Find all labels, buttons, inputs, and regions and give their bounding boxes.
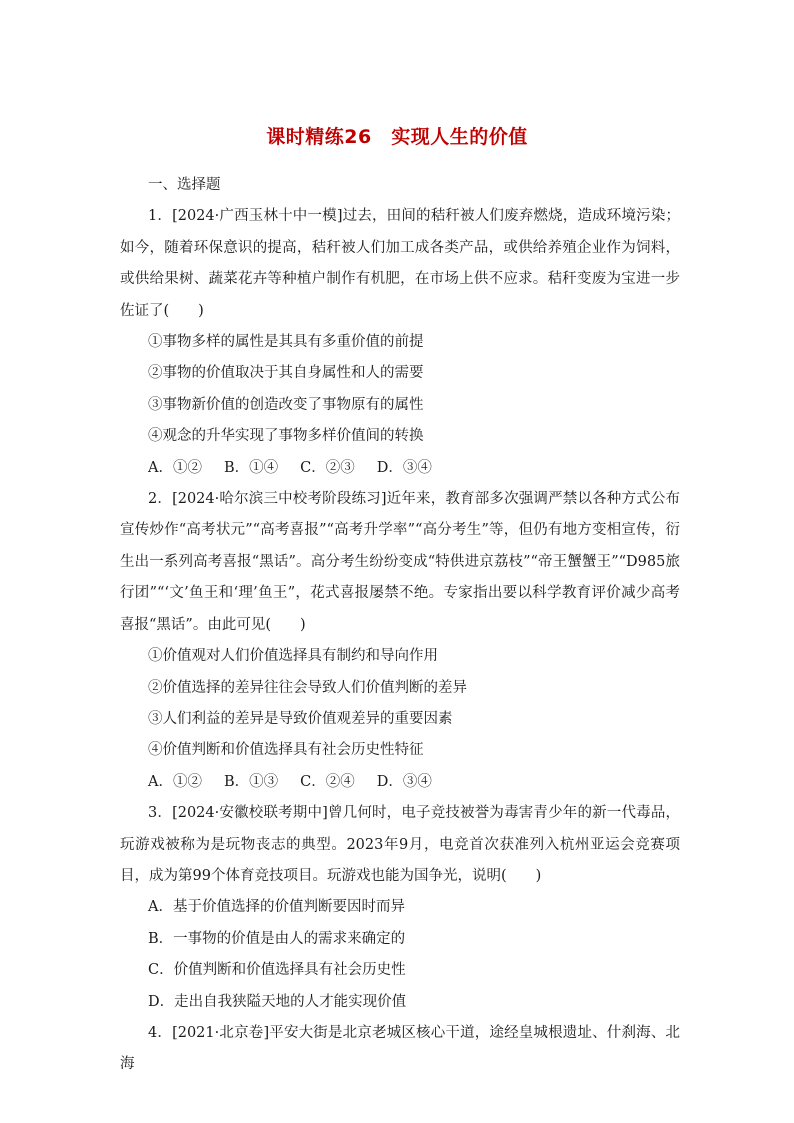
statement-option: ②事物的价值取决于其自身属性和人的需要 [148,365,424,382]
choice-option: B．一事物的价值是由人的需求来确定的 [148,930,406,947]
question-4 [120,1018,680,1081]
choice-b: B．①④ [223,459,279,476]
statement-option: ②价值选择的差异往往会导致人们价值判断的差异 [148,679,467,696]
statement-option: ③人们利益的差异是导致价值观差异的重要因素 [148,710,453,727]
question-stem: 3．[2024·安徽校联考期中]曾几何时，电子竞技被誉为毒害青少年的新一代毒品，玩游戏被称为是玩物丧志的典型。2023年9月，电竞首次获准列入杭州亚运会竞赛项目，成为第99个体育竞技项目。玩游戏也能为国争光，说明( ) [120,805,680,884]
question-stem: 2．[2024·哈尔滨三中校考阶段练习]近年来，教育部多次强调严禁以各种方式公布宣传炒作“高考状元”“高考喜报”“高考升学率”“高分考生”等，但仍有地方变相宣传，衍生出一系列高考喜报“黑话”。高分考生纷纷变成“特供进京荔枝”“帝王蟹蟹王”“D985旅行团”“‘文’鱼王和‘理’鱼王”，花式喜报屡禁不绝。专家指出要以科学教育评价减少高考喜报“黑话”。由此可见( ) [120,491,680,633]
choice-option: C．价值判断和价值选择具有社会历史性 [148,962,406,979]
statement-option: ①事物多样的属性是其具有多重价值的前提 [148,334,424,351]
section-heading: 一、选择题 [148,177,221,193]
statement-option: ④价值判断和价值选择具有社会历史性特征 [148,742,424,759]
question-stem: 4．[2021·北京卷]平安大街是北京老城区核心干道，途经皇城根遗址、什刹海、北海 [120,1024,680,1073]
question-2 [120,484,680,798]
choice-option: A．基于价值选择的价值判断要因时而异 [148,899,405,916]
choice-c: C．②④ [300,773,355,790]
choice-a: A．①② [148,459,202,476]
answer-choices [120,767,680,798]
statement-option: ③事物新价值的创造改变了事物原有的属性 [148,396,424,413]
answer-choices [120,453,680,484]
document-content [120,170,680,1081]
choice-c: C．②③ [300,459,355,476]
question-1 [120,201,680,484]
page-title: 课时精练26 实现人生的价值 [266,126,528,148]
choice-b: B．①③ [223,773,279,790]
statement-option: ①价值观对人们价值选择具有制约和导向作用 [148,648,438,665]
question-stem: 1．[2024·广西玉林十中一模]过去，田间的秸秆被人们废弃燃烧，造成环境污染；如今，随着环保意识的提高，秸秆被人们加工成各类产品，或供给养殖企业作为饲料，或供给果树、蔬菜花卉等种植户制作有机肥，在市场上供不应求。秸秆变废为宝进一步佐证了( ) [120,208,680,319]
statement-option: ④观念的升华实现了事物多样价值间的转换 [148,428,424,445]
choice-a: A．①② [148,773,202,790]
choice-d: D．③④ [376,459,432,476]
choice-d: D．③④ [376,773,432,790]
choice-option: D．走出自我狭隘天地的人才能实现价值 [148,993,407,1010]
question-3 [120,798,680,1018]
